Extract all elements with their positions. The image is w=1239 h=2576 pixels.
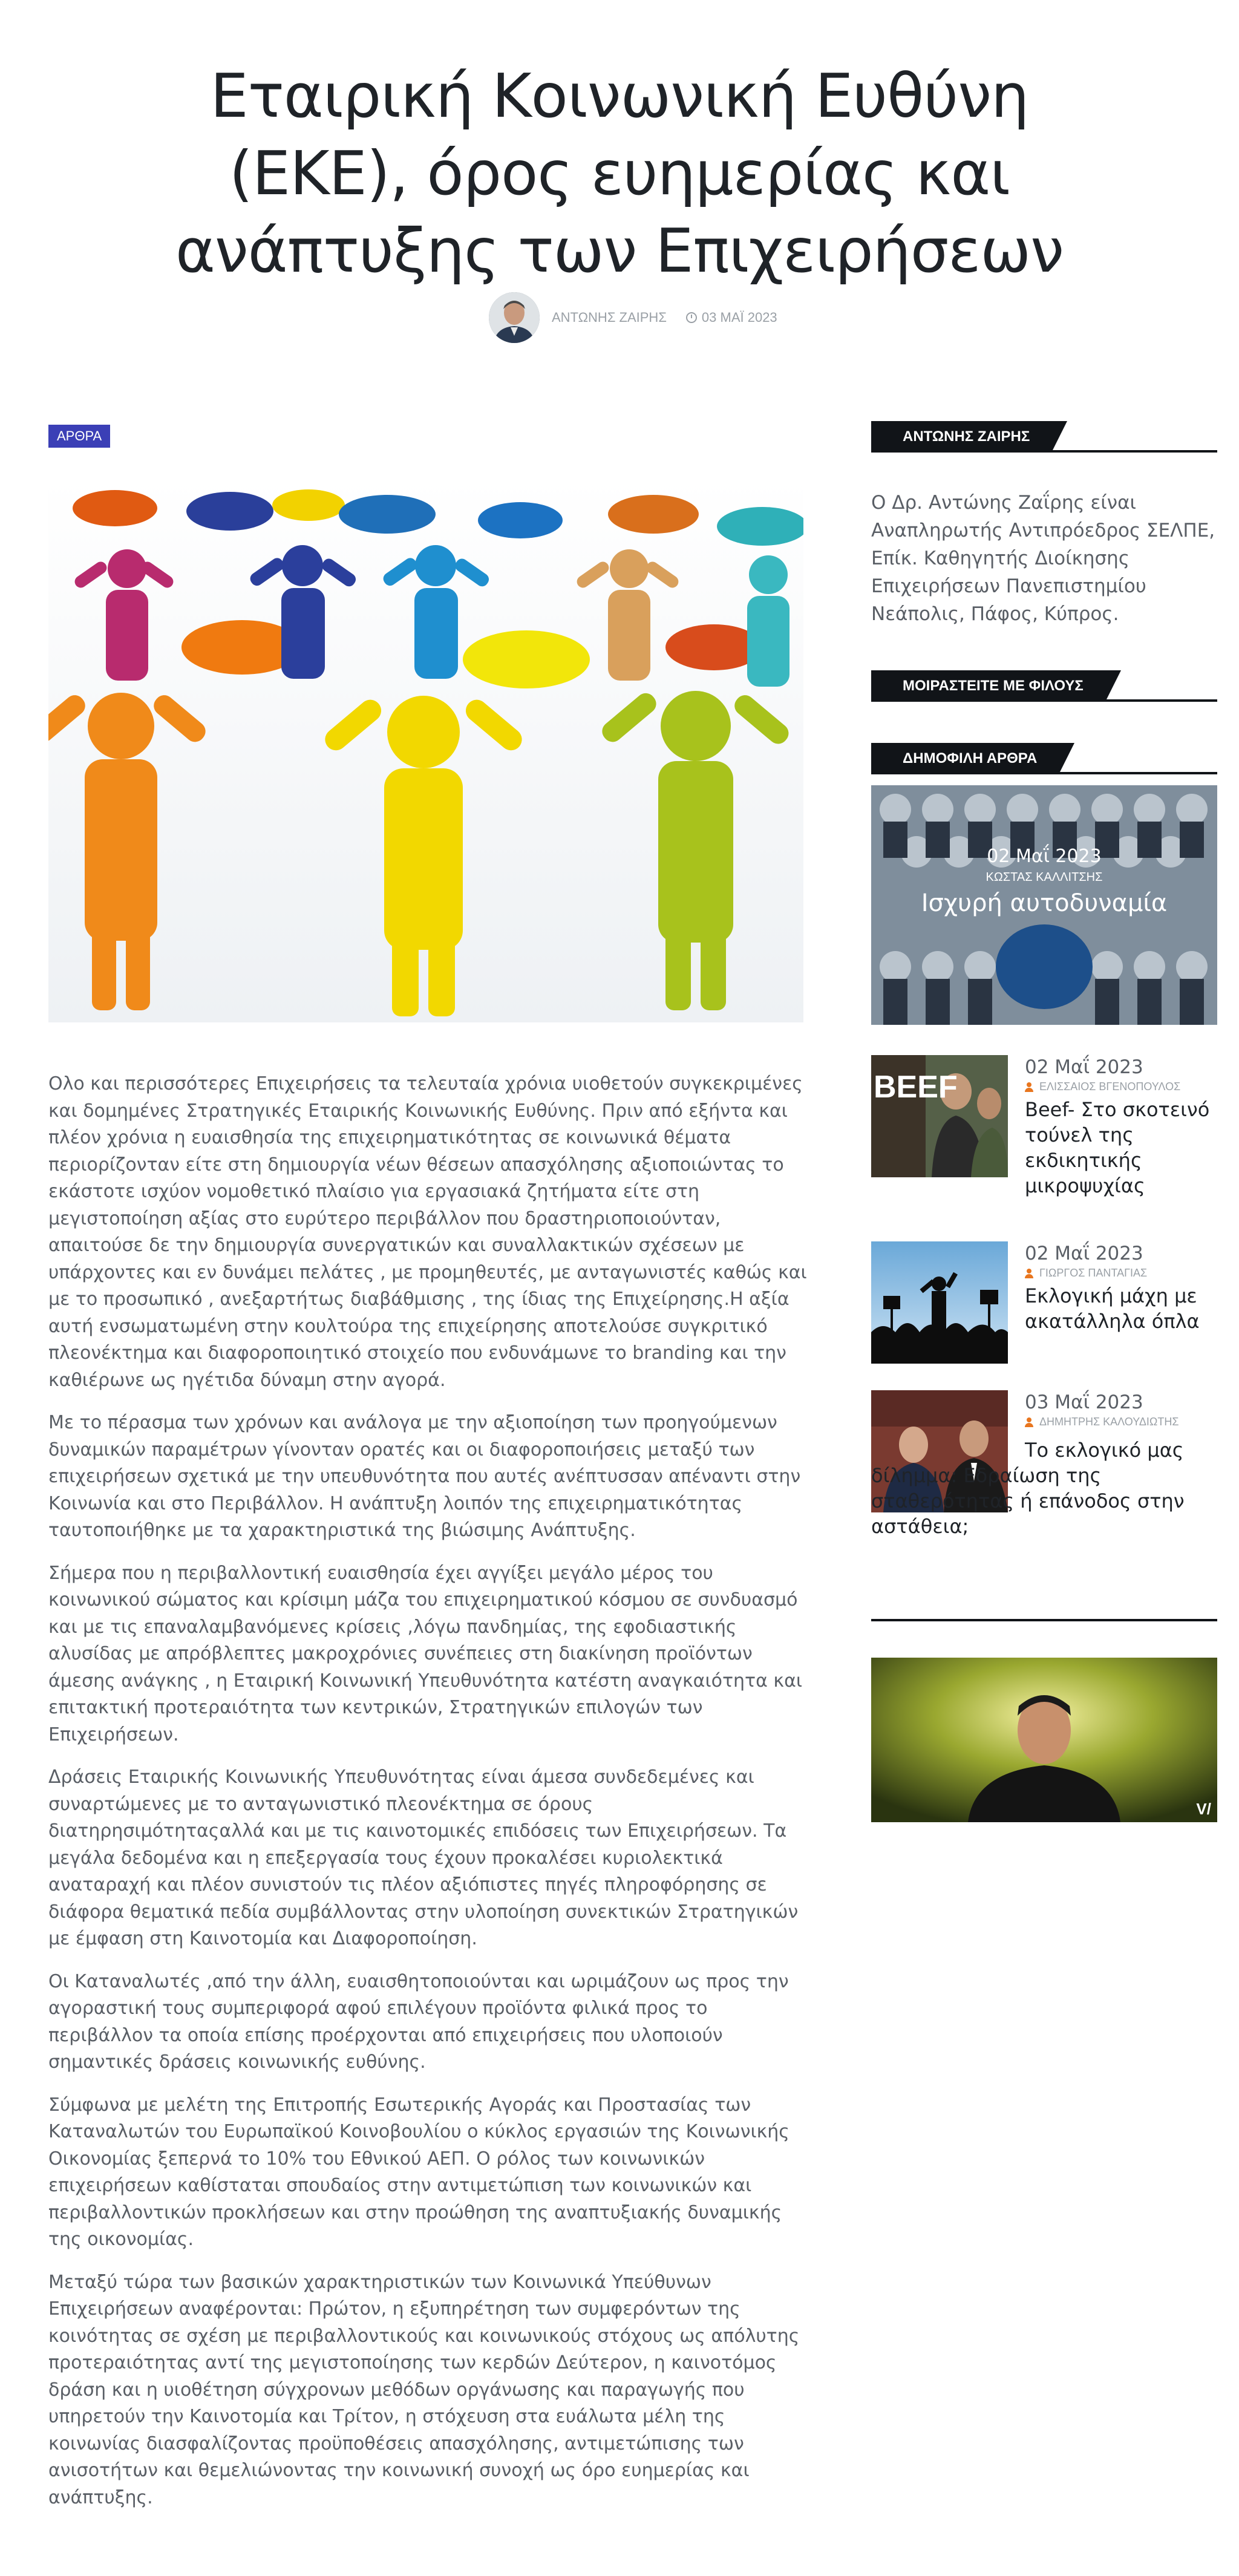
popular-post-date: 02 Μαΐ 2023 [1025,1056,1143,1078]
popular-post-info [1025,1055,1217,1198]
popular-post-thumbnail[interactable] [871,1241,1008,1364]
popular-post-author[interactable] [1025,1080,1217,1093]
popular-post-author-name[interactable]: ΔΗΜΗΤΡΗΣ ΚΑΛΟΥΔΙΩΤΗΣ [1039,1416,1179,1428]
heading-underline [871,772,1217,774]
video-logo-icon: V/ [1196,1800,1211,1818]
title-line: Εταιρική Κοινωνική Ευθύνη [210,60,1029,131]
article-paragraph: Σύμφωνα με μελέτη της Επιτροπής Εσωτερικής Αγοράς και Προστασίας των Καταναλωτών του Ευρωπαϊκού Κοινοβουλίου ο κύκλος εργασιών της Κοινωνικής Οικονομίας ξεπερνά το 10% του Εθνικού ΑΕΠ. Ο ρόλος των κοινωνικών επιχειρήσεων καθίσταται σπουδαίος στην αντιμετώπιση των κοινωνικών και περιβαλλοντικών προκλήσεων και στην προώθηση της αναπτυξιακής δυναμικής της οικονομίας. [48,2094,789,2250]
article-paragraph: Με το πέρασμα των χρόνων και ανάλογα με την αξιοποίηση των προηγούμενων δυναμικών παραμέτρων γίνονταν ορατές και οι διαφοροποιήσεις μεταξύ των επιχειρήσεων σχετικά με την υπευθυνότητα που αυτές ανέπτυσσαν απέναντι στην Κοινωνία και στο Περιβάλλον. Η ανάπτυξη λοιπόν της επιχειρηματικότητας ταυτοποιήθηκε με τα χαρακτηριστικά της βιώσιμης Ανάπτυξης. [48,1412,801,1541]
avatar-image [489,292,540,343]
person-icon [1025,1269,1033,1278]
popular-post-title[interactable]: Το εκλογικό μας δίλημμα: Εδραίωση της σταθερότητας ή επάνοδος στην αστάθεια; [871,1439,1185,1538]
article-paragraph: Σήμερα που η περιβαλλοντική ευαισθησία έχει αγγίξει μεγάλο μέρος του κοινωνικού σώματος και κρίσιμη μάζα του επιχειρηματικού κόσμου σε συνδυασμό και με τις επαναλαμβανόμενες κρίσεις ,λόγω πανδημίας, της εφοδιαστικής αλυσίδας με απρόβλεπτες μακροχρόνιες συνέπειες στη διακίνηση προϊόντων άμεσης ανάγκης , η Εταιρική Κοινωνική Υπευθυνότητα κατέστη αναγκαιότητα και επιτακτική προτεραιότητα των κεντρικών, Στρατηγικών επιλογών των Επιχειρήσεων. [48,1562,803,1745]
featured-post-date: 02 Μαΐ 2023 [987,846,1102,867]
popular-post-thumbnail[interactable] [871,1055,1008,1177]
article-body [48,1071,811,2527]
hero-image [48,478,803,1022]
popular-post-author-name[interactable]: ΓΙΩΡΓΟΣ ΠΑΝΤΑΓΙΑΣ [1039,1267,1148,1279]
featured-post-author[interactable]: ΚΩΣΤΑΣ ΚΑΛΛΙΤΣΗΣ [986,871,1103,884]
popular-post-author[interactable] [1025,1267,1217,1280]
publish-date [686,310,777,325]
sidebar-divider [871,1619,1217,1621]
popular-post-info [1025,1241,1217,1334]
popular-post-date: 02 Μαΐ 2023 [1025,1243,1143,1264]
popular-post-author-name[interactable]: ΕΛΙΣΣΑΙΟΣ ΒΓΕΝΟΠΟΥΛΟΣ [1039,1080,1181,1093]
featured-popular-post[interactable] [871,785,1217,1025]
sidebar-heading-label: ΔΗΜΟΦΙΛΗ ΑΡΘΡΑ [871,743,1059,774]
publish-date-text: 03 ΜΑΪ 2023 [701,310,777,325]
featured-post-overlay [871,846,1217,917]
popular-post-title[interactable]: Εκλογική μάχη με ακατάλληλα όπλα [1025,1284,1200,1333]
author-name-link[interactable]: ΑΝΤΩΝΗΣ ΖΑΙΡΗΣ [552,310,667,325]
clock-icon [686,312,697,323]
video-thumbnail [871,1658,1217,1822]
article-meta [489,290,777,345]
heading-underline [871,699,1217,702]
sidebar-author-heading [871,421,1217,453]
sidebar-share-heading [871,670,1217,702]
sidebar-heading-label: ΑΝΤΩΝΗΣ ΖΑΙΡΗΣ [871,421,1051,453]
title-line: ανάπτυξης των Επιχειρήσεων [175,215,1064,286]
article-paragraph: Μεταξύ τώρα των βασικών χαρακτηριστικών των Κοινωνικά Υπεύθυνων Επιχειρήσεων αναφέρονται: Πρώτον, η εξυπηρέτηση των συμφερόντων της κοινότητας σε σχέση με περιβαλλοντικούς και κοινωνικούς στόχους ως απόλυτης προτεραιότητας αντί της μεγιστοποίησης των κερδών Δεύτερον, η καινοτόμος δράση και η υιοθέτηση σύγχρονων μεθόδων οργάνωσης και παραγωγής που υπηρετούν την Καινοτομία και Τρίτον, η στόχευση στα ευάλωτα μέλη της κοινωνίας διασφαλίζοντας προϋποθέσεις απασχόλησης, αντιμετώπισης των ανισοτήτων και θεμελιώνοντας την κοινωνική συνοχή ως όρο ευημερίας και ανάπτυξης. [48,2271,800,2508]
sidebar-popular-heading [871,743,1217,774]
category-badge[interactable]: ΑΡΘΡΑ [48,425,110,448]
popular-post-info [1025,1390,1217,1432]
popular-post-date: 03 Μαΐ 2023 [1025,1391,1143,1413]
article-paragraph: Οι Καταναλωτές ,από την άλλη, ευαισθητοποιούνται και ωριμάζουν ως προς την αγοραστική τους συμπεριφορά αφού επιλέγουν προϊόντα φιλικά προς το περιβάλλον τα οποία επίσης προέρχονται από επιχειρήσεις που υλοποιούν σημαντικές δράσεις κοινωνικής ευθύνης. [48,1970,789,2073]
thumb-text: BEEF [874,1070,958,1105]
popular-post-item[interactable] [871,1241,1217,1368]
popular-post-item[interactable] [871,1390,1217,1572]
crowd-silhouette-thumbnail [871,1241,1008,1364]
title-line: (ΕΚΕ), όρος ευημερίας και [229,138,1010,209]
popular-post-item[interactable] [871,1055,1217,1197]
popular-post-author[interactable] [1025,1416,1217,1428]
popular-post-title[interactable]: Beef- Στο σκοτεινό τούνελ της εκδικητικής μικροψυχίας [1025,1098,1210,1197]
people-speech-bubbles-illustration [48,478,803,1022]
beef-thumbnail-image [871,1055,1008,1177]
sidebar-heading-label: ΜΟΙΡΑΣΤΕΙΤΕ ΜΕ ΦΙΛΟΥΣ [871,670,1105,702]
video-embed[interactable] [871,1658,1217,1822]
heading-underline [871,450,1217,453]
author-bio: Ο Δρ. Αντώνης Ζαΐρης είναι Αναπληρωτής Αντιπρόεδρος ΣΕΛΠΕ, Επίκ. Καθηγητής Διοίκησης Επιχειρήσεων Πανεπιστημίου Νεάπολις, Πάφος, Κύπρος. [871,492,1215,625]
featured-post-title[interactable]: Ισχυρή αυτοδυναμία [921,889,1168,917]
person-icon [1025,1082,1033,1092]
author-avatar[interactable] [489,292,540,343]
page-title [0,57,1239,290]
article-paragraph: Ολο και περισσότερες Επιχειρήσεις τα τελευταία χρόνια υιοθετούν συγκεκριμένες και δομημένες Στρατηγικές Εταιρικής Κοινωνικής Ευθύνης. Πριν από εξήντα και πλέον χρόνια η ευαισθησία της επιχειρηματικότητας σε κοινωνικά θέματα περιορίζονταν είτε στη δημιουργία νέων θέσεων απασχόλησης αξιοποιώντας το εκάστοτε ισχύον νομοθετικό πλαίσιο για εργασιακά ζητήματα είτε στη μεγιστοποίηση αξίας στο ευρύτερο περιβάλλον που δραστηριοποιούνταν, απαιτούσε δε την δημιουργία συνεργατικών και συναλλακτικών σχέσεων με υπάρχοντες και εν δυνάμει πελάτες , με προμηθευτές, με ανταγωνιστές καθώς και με το προσωπικό , ανεξαρτήτως διαβάθμισης , της ίδιας της Επιχείρησης.Η αξία αυτή ενσωματωμένη στην κουλτούρα της επιχείρησης αποτελούσε συγκριτικό πλεονέκτημα και διαφοροποιητικό στοιχείο που ενδυνάμωνε το branding και την καθιέρωνε ως ηγέτιδα δύναμη στην αγορά. [48,1073,807,1391]
article-paragraph: Δράσεις Εταιρικής Κοινωνικής Υπευθυνότητας είναι άμεσα συνδεδεμένες και συναρτώμενες με το ανταγωνιστικό πλεονέκτημα σε όρους διατηρησιμότηταςαλλά και με τις καινοτομικές επιδόσεις των Επιχειρήσεων. Τα μεγάλα δεδομένα και η επεξεργασία τους έχουν προκαλέσει κυριολεκτικά αναταραχή και πλέον συνιστούν τις πλέον αξιόπιστες πηγές πληροφόρησης σε διάφορα θεματικά πεδία συμβάλλοντας στην υλοποίηση συνεκτικών Στρατηγικών με έμφαση στη Καινοτομία και Διαφοροποίηση. [48,1767,799,1949]
person-icon [1025,1417,1033,1427]
